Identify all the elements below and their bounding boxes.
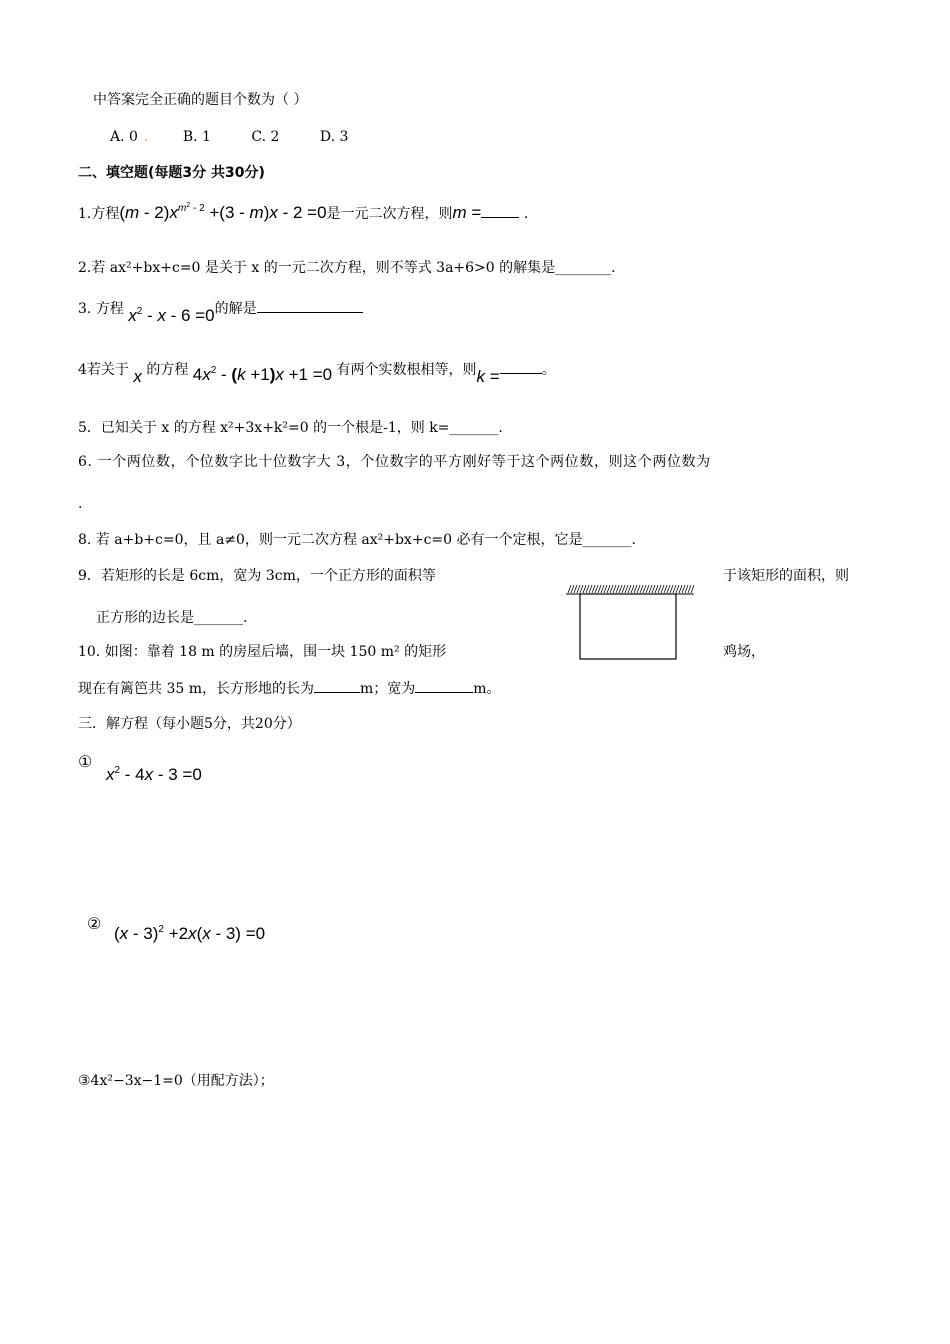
solve-3: ③4x²−3x−1=0（用配方法）； <box>78 1073 274 1089</box>
option-d: D. 3 <box>319 129 349 145</box>
solve-2-equation: (x - 3)$^2$ +2x(x - 3) =0 <box>114 924 266 943</box>
question-6: 6. 一个两位数，个位数字比十位数字大 3，个位数字的平方刚好等于这个两位数，则这个两位数为 <box>78 454 711 470</box>
question-9-right: 于该矩形的面积，则 <box>723 568 849 584</box>
equation: $4x^2 - (k +1)x +1 =0$ <box>192 365 333 384</box>
question-10-right: 鸡场， <box>723 644 765 660</box>
question-1: 1.方程$(m - 2)x^{m^2 - 2} +(3 - m)x - 2 =0$是一元二次方程，则m = . <box>78 202 529 222</box>
answer-blank <box>500 365 542 374</box>
question-5: 5．已知关于 x 的方程 x²+3x+k²=0 的一个根是-1，则 k=_______. <box>78 420 503 436</box>
equation: $x^2 - x - 6 =0$ <box>128 306 215 325</box>
question-4: 4若关于 x 的方程 $4x^2 - (k +1)x +1 =0$ 有两个实数根相等，则k = 。 <box>78 362 556 386</box>
length-blank <box>314 678 360 693</box>
question-9-line2: 正方形的边长是_______. <box>96 610 248 626</box>
answer-blank <box>257 298 363 313</box>
question-6-end: . <box>78 496 83 512</box>
question-2: 2.若 ax²+bx+c=0 是关于 x 的一元二次方程，则不等式 3a+6>0 的解集是________. <box>78 260 616 276</box>
solve-1-equation: $x^2 - 4x - 3 =0$ <box>106 765 202 784</box>
option-c: C. 2 <box>251 129 280 145</box>
option-b: B. 1 <box>182 129 211 145</box>
section-3-title: 三．解方程（每小题5分，共20分） <box>78 716 301 732</box>
answer-blank <box>481 203 519 218</box>
option-a: A. 0 <box>110 129 138 145</box>
options-row: A. 0 . B. 1 C. 2 D. 3 <box>110 129 349 145</box>
solve-1-marker: ① <box>78 752 93 771</box>
section-title: 二、填空题(每题3分 共30分) <box>78 165 265 181</box>
question-10-line2: 现在有篱笆共 35 m，长方形地的长为 m；宽为 m。 <box>78 678 501 699</box>
question-tail: 中答案完全正确的题目个数为（ ） <box>93 92 308 108</box>
question-9-left: 9．若矩形的长是 6cm，宽为 3cm，一个正方形的面积等 <box>78 568 436 584</box>
wall-rectangle-figure <box>562 582 696 664</box>
question-3: 3. 方程 $x^2 - x - 6 =0$的解是 <box>78 295 363 322</box>
question-8: 8. 若 a+b+c=0，且 a≠0，则一元二次方程 ax²+bx+c=0 必有一个定根，它是_______. <box>78 532 636 548</box>
solve-2-marker: ② <box>87 914 102 933</box>
rectangle-field <box>580 594 676 659</box>
question-10-left: 10. 如图：靠着 18 m 的房屋后墙，围一块 150 m² 的矩形 <box>78 644 447 660</box>
equation: $(m - 2)x^{m^2 - 2} +(3 - m)x - 2 =0$ <box>119 202 327 222</box>
width-blank <box>415 678 473 693</box>
